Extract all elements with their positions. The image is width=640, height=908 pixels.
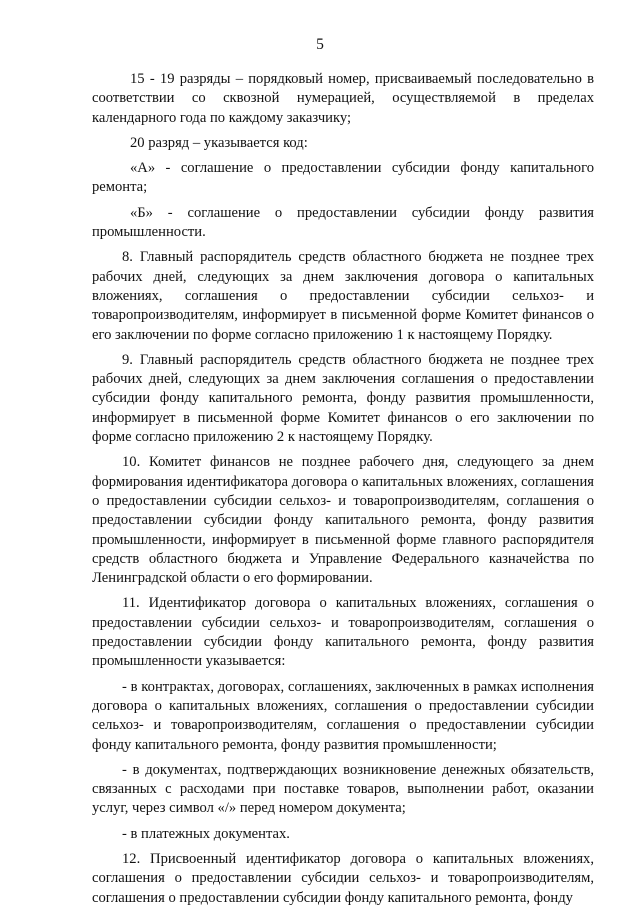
paragraph-item-11: 11. Идентификатор договора о капитальных вложениях, соглашения о предоставлении субсидии сельхоз- и товаропроизводителям, соглашения о предоставлении субсидии фонду капитального ремонта, фонду развития промышленности указывается: — [92, 595, 594, 670]
list-item-contracts: - в контрактах, договорах, соглашениях, заключенных в рамках исполнения договора о капитальных вложениях, соглашения о предоставлении субсидии сельхоз- и товаропроизводителям, соглашения о предоставлении субсидии фонду капитального ремонта, фонду развития промышленности; — [92, 678, 594, 753]
paragraph-code-b: «Б» - соглашение о предоставлении субсидии фонду развития промышленности. — [92, 204, 594, 241]
paragraph-item-8: 8. Главный распорядитель средств областного бюджета не позднее трех рабочих дней, следующих за днем заключения договора о капитальных вложениях, соглашения о предоставлении субсидии сельхоз- и товаропроизводителям, информирует в письменной форме Комитет финансов о его заключении по форме согласно приложению 1 к настоящему Порядку. — [92, 249, 594, 343]
paragraph-item-10: 10. Комитет финансов не позднее рабочего дня, следующего за днем формирования идентификатора договора о капитальных вложениях, соглашения о предоставлении субсидии сельхоз- и товаропроизводителям, соглашения о предоставлении субсидии фонду капитального ремонта, фонду развития промышленности, информирует в письменной форме главного распорядителя средств областного бюджета и Управление Федерального казначейства по Ленинградской области о его формировании. — [92, 454, 594, 587]
paragraph-item-9: 9. Главный распорядитель средств областного бюджета не позднее трех рабочих дней, следующих за днем заключения соглашения о предоставлении субсидии фонду капитального ремонта, фонду развития промышленности, информирует в письменной форме Комитет финансов о его заключении по форме согласно приложению 2 к настоящему Порядку. — [92, 351, 594, 446]
paragraph-digit-20: 20 разряд – указывается код: — [130, 134, 308, 151]
page-number: 5 — [316, 36, 324, 53]
document-body — [92, 70, 594, 908]
paragraph-digits-15-19: 15 - 19 разряды – порядковый номер, присваиваемый последовательно в соответствии со сквозной нумерацией, осуществляемой в пределах календарного года по каждому заказчику; — [92, 71, 594, 126]
paragraph-code-a: «А» - соглашение о предоставлении субсидии фонду капитального ремонта; — [92, 160, 594, 196]
paragraph-item-12: 12. Присвоенный идентификатор договора о капитальных вложениях, соглашения о предоставлении субсидии сельхоз- и товаропроизводителям, соглашения о предоставлении субсидии фонду капитального ремонта, фонду — [92, 850, 594, 906]
list-item-documents: - в документах, подтверждающих возникновение денежных обязательств, связанных с расходами при поставке товаров, выполнении работ, оказании услуг, через символ «/» перед номером документа; — [92, 761, 594, 817]
list-item-payments: - в платежных документах. — [122, 825, 290, 842]
